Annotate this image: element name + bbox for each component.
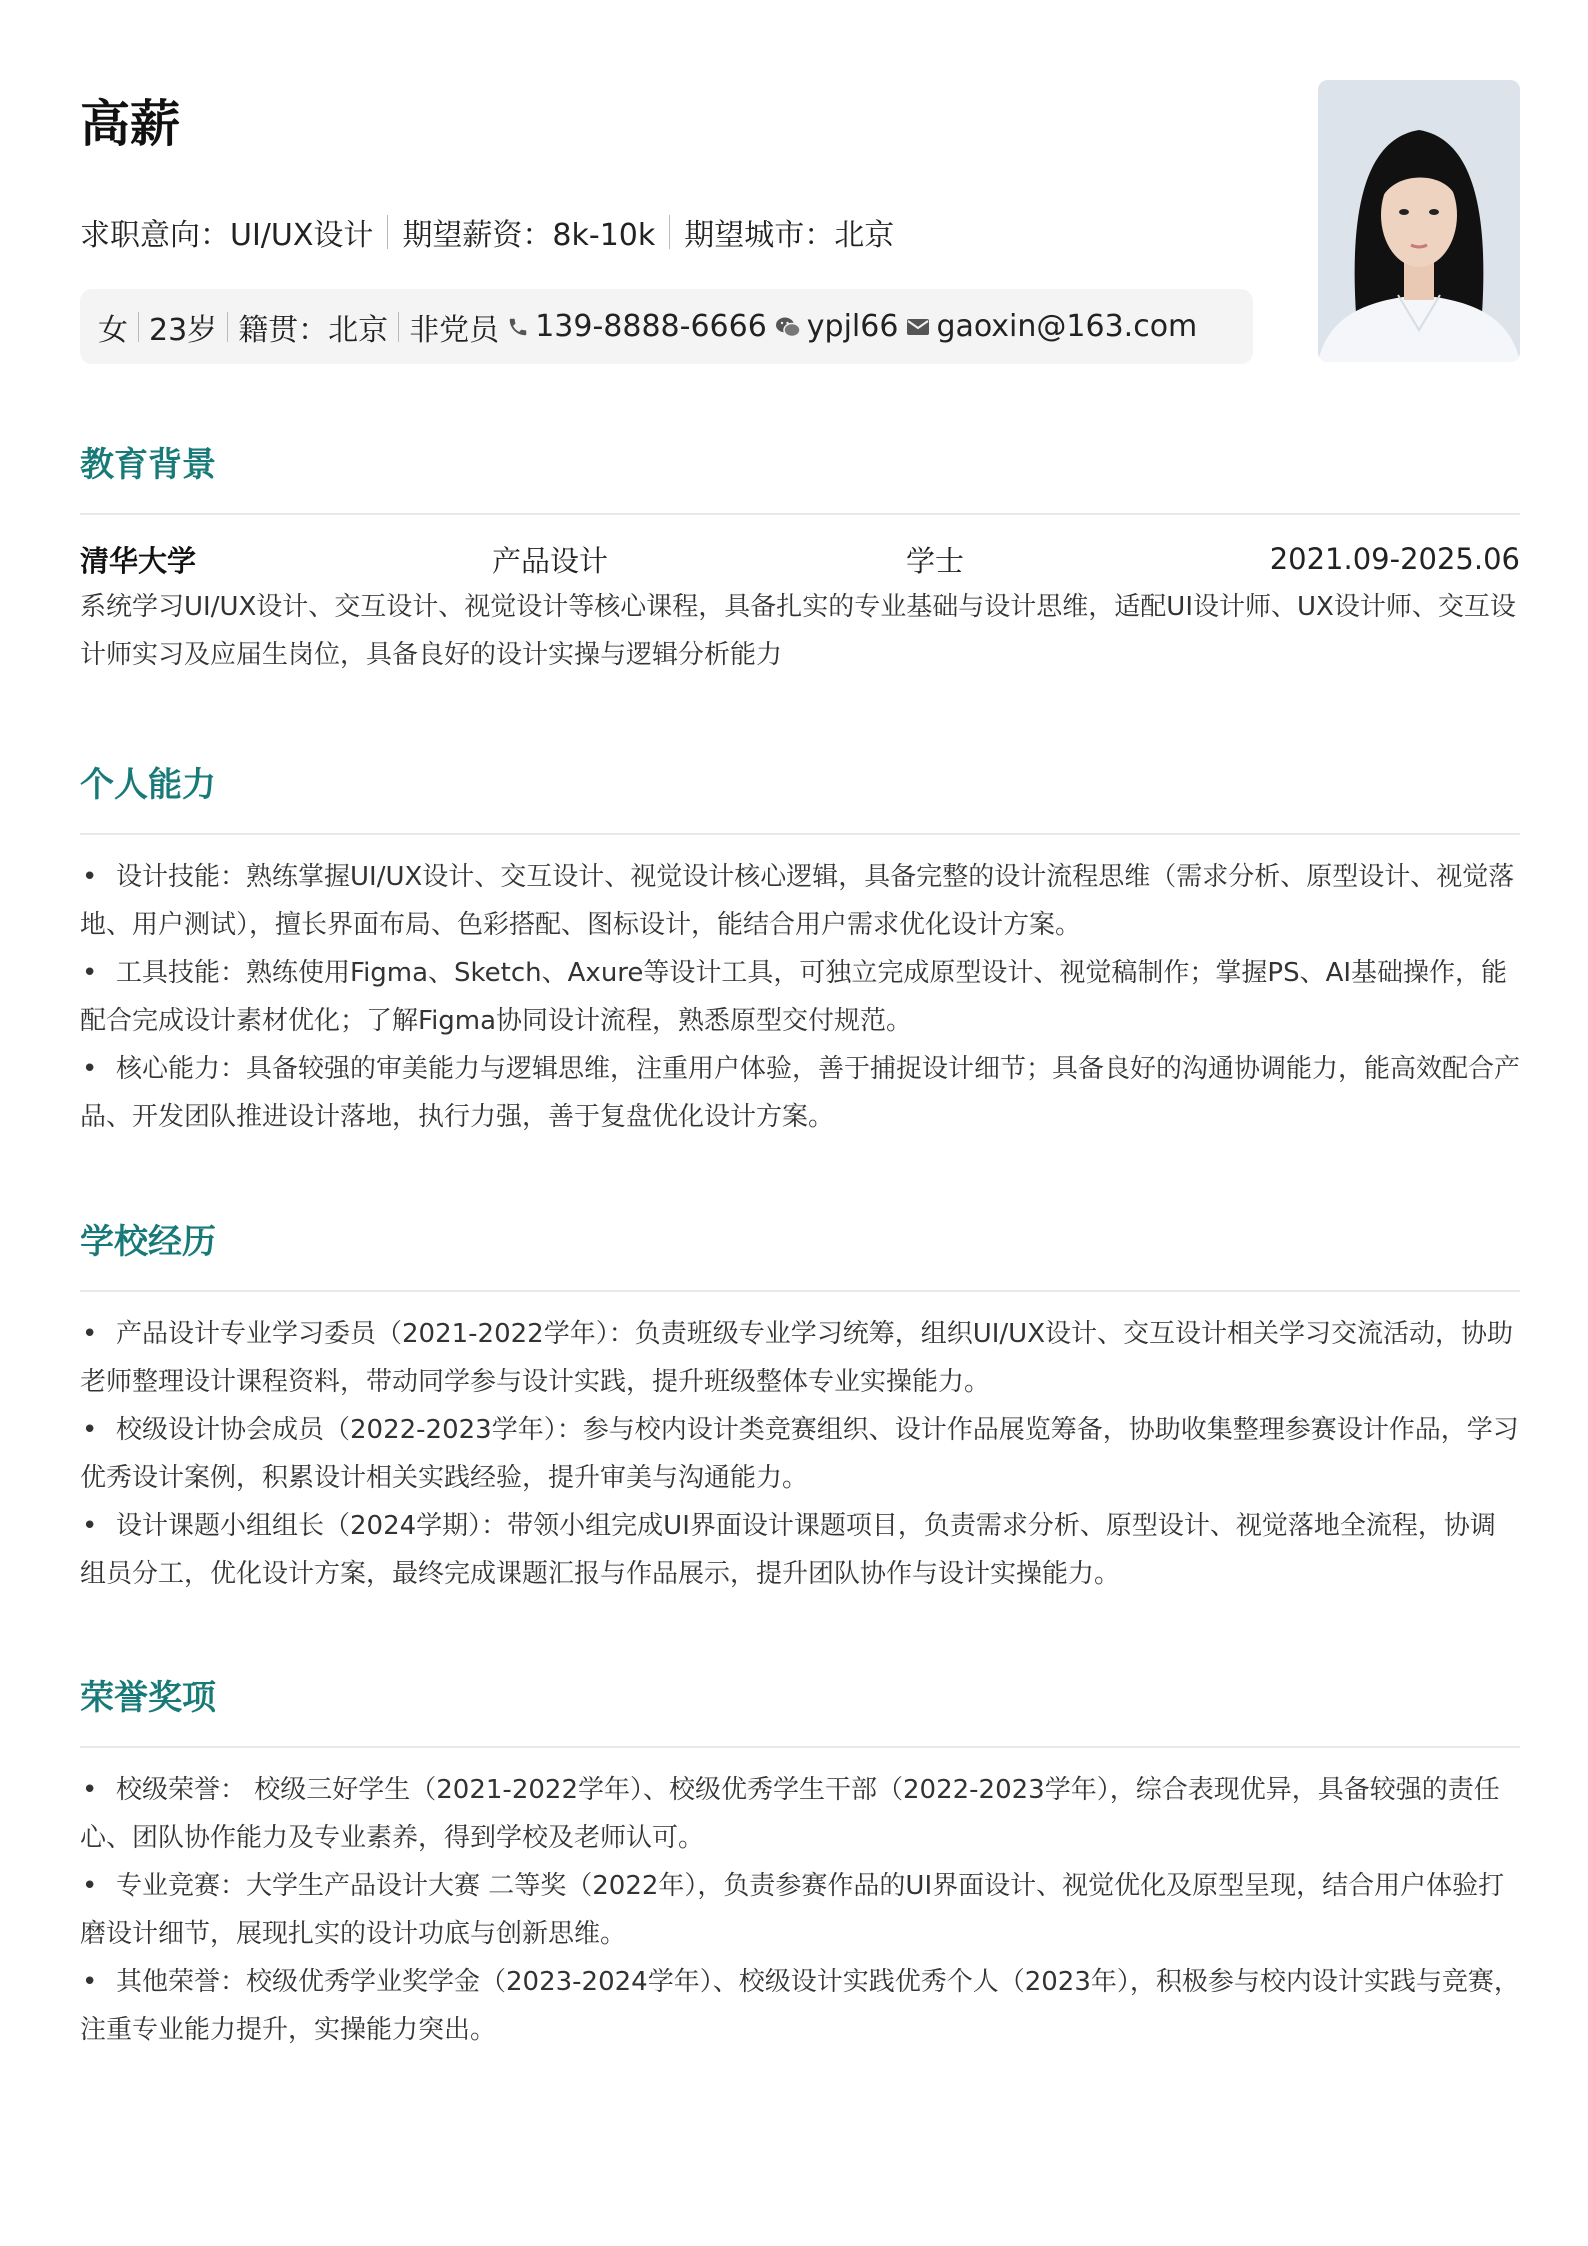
email-address: gaoxin@163.com (936, 309, 1198, 344)
profile-photo (1318, 80, 1520, 362)
list-item (80, 853, 1520, 949)
education-description: 系统学习UI/UX设计、交互设计、视觉设计等核心课程，具备扎实的专业基础与设计思维，适配UI设计师、UX设计师、交互设计师实习及应届生岗位，具备良好的设计实操与逻辑分析能力 (80, 592, 1516, 670)
item-text: 产品设计专业学习委员（2021-2022学年）：负责班级专业学习统筹，组织UI/UX设计、交互设计相关学习交流活动，协助老师整理设计课程资料，带动同学参与设计实践，提升班级整体专业实操能力。 (80, 1319, 1514, 1397)
list-item (80, 1958, 1520, 2054)
gender: 女 (98, 312, 128, 348)
list-item (80, 1502, 1520, 1598)
list-item (80, 1310, 1520, 1406)
education-section (80, 439, 1520, 679)
bullet-icon (80, 949, 116, 997)
degree: 学士 (906, 543, 965, 578)
divider (80, 513, 1520, 515)
item-text: 设计课题小组组长（2024学期）：带领小组完成UI界面设计课题项目，负责需求分析、原型设计、视觉落地全流程，协调组员分工，优化设计方案，最终完成课题汇报与作品展示，提升团队协作与设计实操能力。 (80, 1511, 1496, 1589)
school-experience-section (80, 1216, 1520, 1598)
divider (80, 833, 1520, 835)
divider (80, 1746, 1520, 1748)
honors-list (80, 1766, 1520, 2054)
skills-list (80, 853, 1520, 1141)
phone-number: 139-8888-6666 (535, 309, 767, 344)
bullet-icon (80, 1310, 116, 1358)
section-title: 个人能力 (80, 765, 216, 805)
expected-city: 期望城市：北京 (684, 218, 895, 253)
school-list (80, 1310, 1520, 1598)
expected-salary: 期望薪资：8k-10k (402, 218, 656, 253)
separator (398, 312, 399, 342)
bullet-icon (80, 1958, 116, 2006)
list-item (80, 1766, 1520, 1862)
list-item (80, 1862, 1520, 1958)
item-text: 专业竞赛：大学生产品设计大赛 二等奖（2022年），负责参赛作品的UI界面设计、视觉优化及原型呈现，结合用户体验打磨设计细节，展现扎实的设计功底与创新思维。 (80, 1871, 1505, 1949)
item-text: 设计技能：熟练掌握UI/UX设计、交互设计、视觉设计核心逻辑，具备完整的设计流程思维（需求分析、原型设计、视觉落地、用户测试），擅长界面布局、色彩搭配、图标设计，能结合用户需求优化设计方案。 (80, 862, 1515, 940)
personal-info-bar (80, 289, 1253, 364)
divider (80, 1290, 1520, 1292)
honors-section (80, 1672, 1520, 2054)
major: 产品设计 (492, 543, 609, 578)
bullet-icon (80, 1045, 116, 1093)
age: 23岁 (149, 312, 218, 348)
wechat-id: ypjl66 (806, 309, 899, 344)
bullet-icon (80, 1406, 116, 1454)
skills-section (80, 759, 1520, 1141)
separator (227, 312, 228, 342)
list-item (80, 1045, 1520, 1141)
item-text: 其他荣誉：校级优秀学业奖学金（2023-2024学年）、校级设计实践优秀个人（2023年），积极参与校内设计实践与竞赛，注重专业能力提升，实操能力突出。 (80, 1967, 1520, 2045)
separator (669, 215, 670, 249)
list-item (80, 949, 1520, 1045)
education-entry (80, 535, 1520, 583)
job-intent-line (80, 210, 894, 254)
item-text: 校级荣誉： 校级三好学生（2021-2022学年）、校级优秀学生干部（2022-2023学年），综合表现优异，具备较强的责任心、团队协作能力及专业素养，得到学校及老师认可。 (80, 1775, 1500, 1853)
item-text: 校级设计协会成员（2022-2023学年）：参与校内设计类竞赛组织、设计作品展览筹备，协助收集整理参赛设计作品，学习优秀设计案例，积累设计相关实践经验，提升审美与沟通能力。 (80, 1415, 1519, 1493)
email-icon (906, 317, 930, 337)
hometown: 籍贯：北京 (238, 312, 389, 348)
section-title: 教育背景 (80, 445, 216, 485)
bullet-icon (80, 1862, 116, 1910)
list-item (80, 1406, 1520, 1502)
bullet-icon (80, 1766, 116, 1814)
education-dates: 2021.09-2025.06 (1269, 542, 1520, 576)
section-title: 荣誉奖项 (80, 1678, 216, 1718)
wechat-icon (775, 315, 801, 339)
item-text: 核心能力：具备较强的审美能力与逻辑思维，注重用户体验，善于捕捉设计细节；具备良好的沟通协调能力，能高效配合产品、开发团队推进设计落地，执行力强，善于复盘优化设计方案。 (80, 1054, 1521, 1132)
bullet-icon (80, 1502, 116, 1550)
school-name: 清华大学 (80, 543, 197, 578)
political-status: 非党员 (409, 312, 500, 348)
bullet-icon (80, 853, 116, 901)
phone-icon (507, 315, 529, 339)
section-title: 学校经历 (80, 1222, 216, 1262)
item-text: 工具技能：熟练使用Figma、Sketch、Axure等设计工具，可独立完成原型设计、视觉稿制作；掌握PS、AI基础操作，能配合完成设计素材优化；了解Figma协同设计流程，熟悉原型交付规范。 (80, 958, 1508, 1036)
candidate-name: 高薪 (80, 95, 180, 153)
job-intent: 求职意向：UI/UX设计 (80, 218, 374, 253)
separator (138, 312, 139, 342)
separator (387, 215, 388, 249)
